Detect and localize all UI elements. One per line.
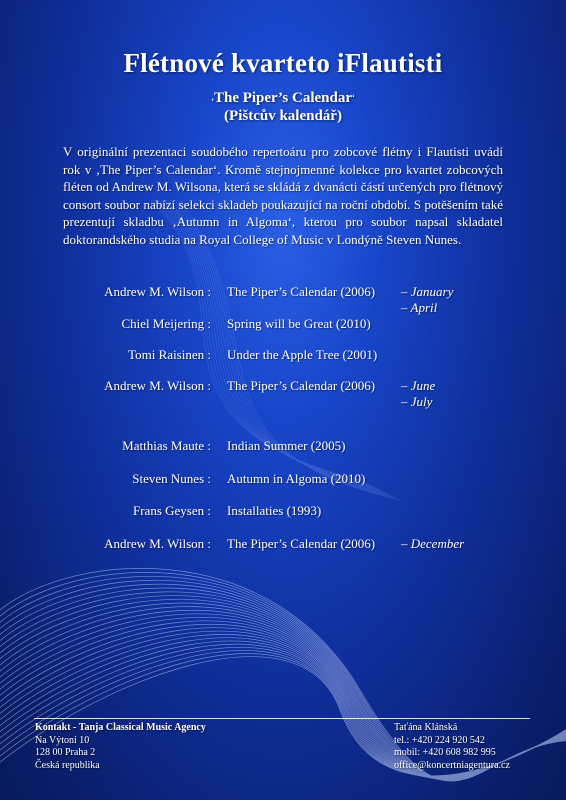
program-months — [401, 536, 464, 552]
program-composer: Tomi Raisinen : — [128, 347, 211, 362]
program-months — [401, 284, 453, 316]
subtitle-quote-close: ‘ — [352, 93, 355, 102]
subtitle-main-line — [0, 89, 566, 107]
footer-email[interactable]: office@koncertniagentura.cz — [394, 759, 510, 771]
program-work: Spring will be Great (2010) — [227, 316, 371, 331]
program-work: Under the Apple Tree (2001) — [227, 347, 378, 362]
program-work: Autumn in Algoma (2010) — [227, 471, 366, 486]
program-composer: Andrew M. Wilson : — [104, 378, 211, 393]
program-composer: Chiel Meijering : — [121, 316, 211, 331]
program-month: – June — [401, 378, 436, 393]
footer-address-line: 128 00 Praha 2 — [35, 747, 96, 758]
program-month: – April — [401, 300, 438, 315]
program-work: Installaties (1993) — [227, 503, 322, 518]
footer-agency: Kontakt - Tanja Classical Music Agency — [35, 722, 206, 733]
program-composer: Steven Nunes : — [132, 471, 211, 486]
program-composer: Frans Geysen : — [133, 503, 211, 518]
subtitle-quote-open: ‚ — [211, 93, 214, 102]
footer-mobile: mobil: +420 608 982 995 — [394, 747, 496, 758]
footer-contact-block — [394, 722, 510, 772]
program-work: Indian Summer (2005) — [227, 438, 346, 453]
program-month: – January — [401, 284, 454, 299]
program-work: The Piper’s Calendar (2006) — [227, 536, 376, 551]
footer-divider — [34, 718, 530, 719]
footer-address-line: Česká republika — [35, 759, 100, 771]
program-composer: Andrew M. Wilson : — [104, 284, 211, 299]
subtitle — [0, 89, 566, 125]
page-title: Flétnové kvarteto iFlautisti — [123, 48, 443, 78]
subtitle-main: The Piper’s Calendar — [213, 90, 353, 106]
program-composer: Andrew M. Wilson : — [104, 536, 211, 551]
subtitle-translation: (Pištcův kalendář) — [224, 108, 342, 124]
footer-address-line: Na Výtoni 10 — [35, 734, 90, 746]
program-month: – July — [401, 394, 433, 409]
footer-phone: tel.: +420 224 920 542 — [394, 734, 485, 746]
intro-paragraph: V originální prezentaci soudobého repertoáru pro zobcové flétny i Flautisti uvádí rok v ‚The Piper’s Calendar‘. Kromě stejnojmenné kolekce pro kvartet zobcových fléten od Andrew M. Wilsona, která se skládá z dvanácti částí určených pro flétnový consort soubor nabízí selekci skladeb poukazující na roční období. S potěšením také prezentují skladbu ‚Autumn in Algoma‘, kterou pro soubor napsal skladatel doktorandského studia na Royal College of Music v Londýně Steven Nunes. — [63, 144, 503, 247]
footer-agency-block — [35, 722, 206, 772]
program-composer: Matthias Maute : — [122, 438, 211, 453]
program-work: The Piper’s Calendar (2006) — [227, 284, 376, 299]
footer-contact-name: Taťána Klánská — [394, 722, 458, 733]
program-month: – December — [401, 536, 465, 551]
program-work: The Piper’s Calendar (2006) — [227, 378, 376, 393]
program-months — [401, 378, 435, 410]
